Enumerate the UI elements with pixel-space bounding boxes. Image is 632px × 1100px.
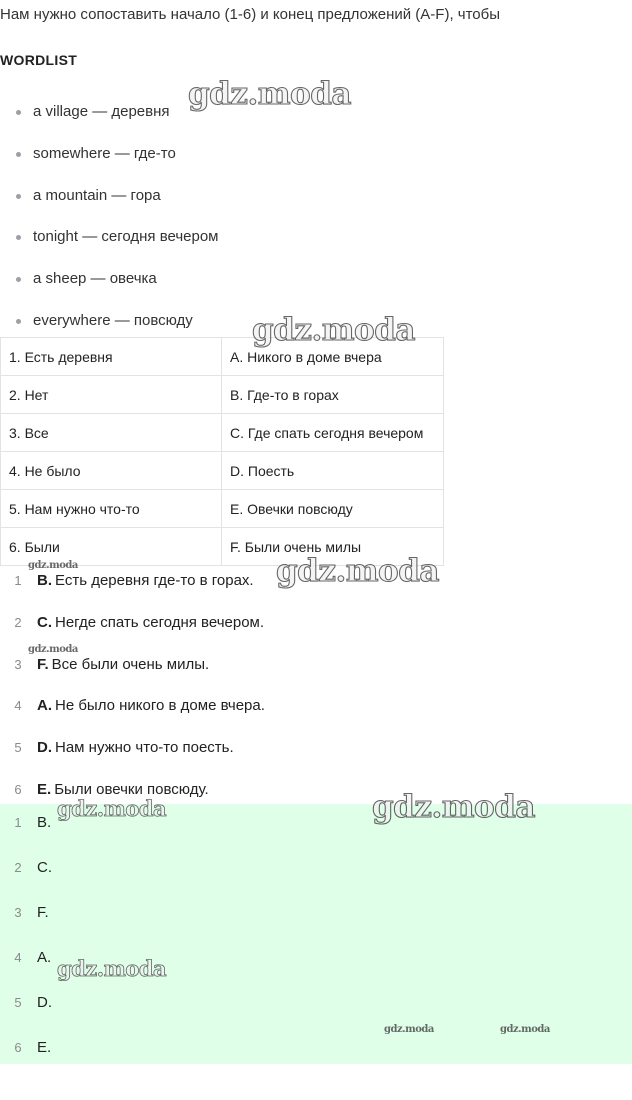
bullet-icon	[16, 110, 21, 115]
answer-number: 2	[14, 614, 22, 630]
answer-item	[0, 602, 632, 644]
table-cell-start: 1. Есть деревня	[1, 338, 222, 376]
answer-item	[0, 644, 632, 686]
answer-item	[0, 685, 632, 727]
table-row	[1, 452, 444, 490]
answer-letter: C.	[37, 613, 52, 631]
watermark: gdz.moda	[252, 312, 415, 348]
answer-number: 5	[14, 995, 22, 1010]
wordlist-item: a mountain — гора	[0, 175, 219, 217]
short-answer-list	[0, 804, 632, 1074]
answer-number: 6	[14, 781, 22, 797]
table-cell-end: B. Где-то в горах	[222, 376, 444, 414]
bullet-icon	[16, 277, 21, 282]
wordlist-item: everywhere — повсюду	[0, 300, 219, 342]
table-cell-end: C. Где спать сегодня вечером	[222, 414, 444, 452]
table-row	[1, 376, 444, 414]
watermark: gdz.moda	[28, 644, 78, 655]
short-answer-item	[0, 894, 632, 939]
table-cell-end: D. Поесть	[222, 452, 444, 490]
answer-letter: A.	[37, 949, 52, 966]
answer-letter: E.	[37, 780, 52, 798]
wordlist-heading: WORDLIST	[0, 52, 78, 68]
watermark: gdz.moda	[57, 956, 167, 981]
answer-number: 3	[14, 656, 22, 672]
answer-number: 2	[14, 860, 22, 875]
answer-letter: D.	[37, 994, 52, 1011]
watermark: gdz.moda	[276, 553, 439, 589]
table-cell-start: 3. Все	[1, 414, 222, 452]
table-cell-start: 6. Были	[1, 528, 222, 566]
table-row	[1, 338, 444, 376]
answer-letter: F.	[37, 904, 49, 921]
intro-text: Нам нужно сопоставить начало (1-6) и конец предложений (A-F), чтобы	[0, 6, 501, 23]
table-cell-end: A. Никого в доме вчера	[222, 338, 444, 376]
table-row	[1, 490, 444, 528]
matching-table	[0, 337, 444, 566]
answer-text: Негде спать сегодня вечером.	[55, 613, 265, 631]
watermark: gdz.moda	[188, 76, 351, 112]
answer-text: Все были очень милы.	[51, 655, 210, 673]
answer-letter: F.	[37, 655, 49, 673]
short-answer-item	[0, 804, 632, 849]
bullet-icon	[16, 194, 21, 199]
answer-letter: A.	[37, 697, 52, 715]
answer-number: 1	[14, 573, 22, 588]
table-cell-start: 2. Нет	[1, 376, 222, 414]
answer-number: 6	[14, 1040, 22, 1055]
table-cell-end: E. Овечки повсюду	[222, 490, 444, 528]
answer-text: Есть деревня где-то в горах.	[55, 572, 254, 589]
wordlist-item: a village — деревня	[0, 91, 219, 133]
answer-item	[0, 727, 632, 769]
wordlist-item: tonight — сегодня вечером	[0, 216, 219, 258]
watermark: gdz.moda	[500, 1024, 550, 1035]
answer-list	[0, 560, 632, 811]
short-answer-item	[0, 849, 632, 894]
answer-letter: C.	[37, 859, 52, 876]
bullet-icon	[16, 319, 21, 324]
answer-letter: D.	[37, 739, 52, 757]
answer-text: Не было никого в доме вчера.	[55, 697, 265, 715]
answer-text: Нам нужно что-то поесть.	[55, 739, 234, 757]
bullet-icon	[16, 152, 21, 157]
answer-text: Были овечки повсюду.	[54, 780, 209, 798]
table-cell-end: F. Были очень милы	[222, 528, 444, 566]
answer-number: 3	[14, 905, 22, 920]
answer-number: 4	[14, 698, 22, 714]
short-answer-item	[0, 1029, 632, 1074]
answer-letter: E.	[37, 1039, 52, 1056]
answer-number: 5	[14, 740, 22, 756]
table-cell-start: 5. Нам нужно что-то	[1, 490, 222, 528]
short-answer-item	[0, 984, 632, 1029]
short-answer-item	[0, 939, 632, 984]
wordlist	[0, 91, 219, 342]
answer-letter: B.	[37, 572, 52, 589]
answer-letter: B.	[37, 814, 52, 831]
wordlist-item: a sheep — овечка	[0, 258, 219, 300]
wordlist-item: somewhere — где-то	[0, 133, 219, 175]
table-row	[1, 414, 444, 452]
short-answer-block	[0, 804, 632, 1064]
watermark: gdz.moda	[57, 796, 167, 821]
bullet-icon	[16, 235, 21, 240]
watermark: gdz.moda	[28, 560, 78, 571]
answer-item	[0, 560, 632, 602]
answer-number: 1	[14, 815, 22, 830]
watermark: gdz.moda	[384, 1024, 434, 1035]
watermark: gdz.moda	[372, 789, 535, 825]
table-cell-start: 4. Не было	[1, 452, 222, 490]
answer-number: 4	[14, 950, 22, 965]
